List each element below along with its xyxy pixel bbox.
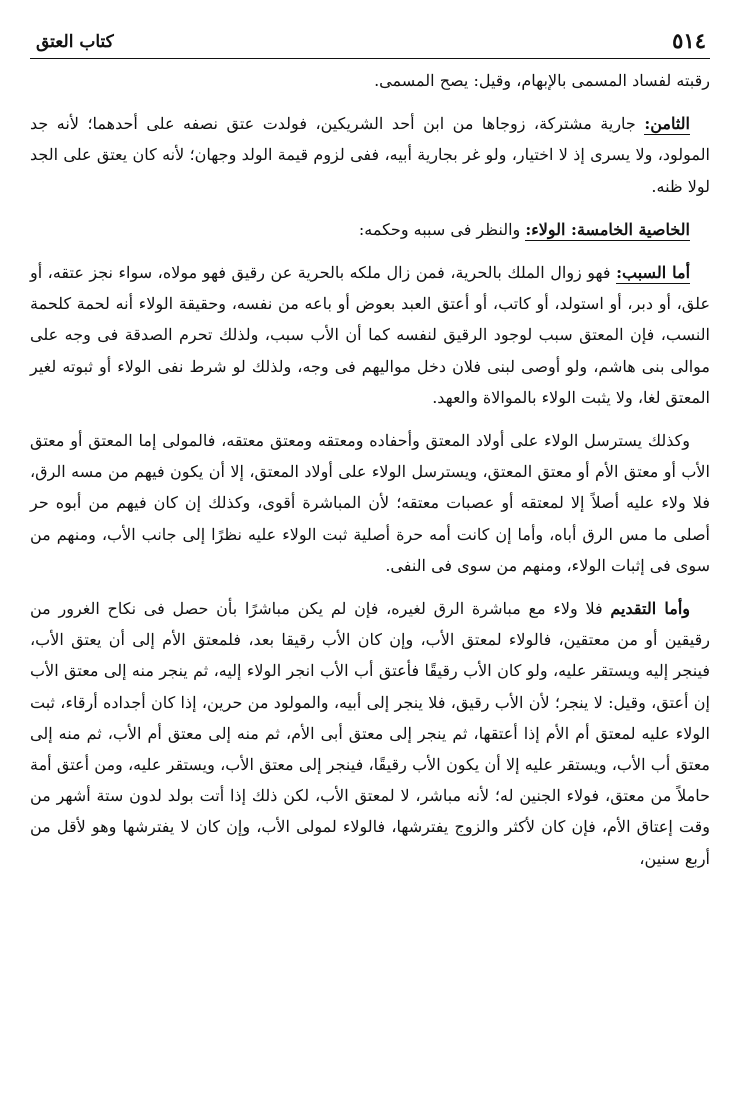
paragraph bbox=[30, 425, 710, 581]
paragraph-text: رقبته لفساد المسمى بالإبهام، وقيل: يصح المسمى. bbox=[374, 71, 710, 90]
paragraph bbox=[30, 214, 710, 245]
paragraph-text: والنظر فى سببه وحكمه: bbox=[358, 219, 526, 239]
paragraph-lead: الخاصية الخامسة: الولاء: bbox=[525, 219, 690, 239]
paragraph bbox=[30, 257, 710, 413]
paragraph-lead: الثامن: bbox=[644, 114, 690, 134]
paragraph-text: جارية مشتركة، زوجاها من ابن أحد الشريكين، فولدت عتق نصفه على أحدهما؛ لأنه جد المولود، ولا يسرى إذ لا اختيار، ولو غر بجارية أبيه، ففى لزوم قيمة الولد وجهان؛ لأنه كان يعتق على الجد لولا ظنه. bbox=[30, 114, 710, 196]
paragraph-text: فهو زوال الملك بالحرية، فمن زال ملكه بالحرية عن رقيق فهو مولاه، سواء نجز عتقه، أو علق، أو دبر، أو استولد، أو كاتب، أو أعتق العبد بعوض أو باعه من نفسه، وحقيقة الولاء أنه لحمة كلحمة النسب، فإن المعتق سبب لوجود الرقيق لنفسه كما أن الأب سبب، ولذلك تحرم الصدقة فى وجه على موالى بنى هاشم، ولو أوصى لبنى فلان دخل مواليهم فى وجه، ولذلك لو شرط نفى الولاء أو ثبوته لغير المعتق لغا، ولا يثبت الولاء بالموالاة والعهد. bbox=[30, 263, 710, 407]
paragraph bbox=[30, 593, 710, 874]
paragraph bbox=[30, 108, 710, 202]
body-text bbox=[30, 65, 710, 874]
paragraph bbox=[30, 65, 710, 96]
paragraph-lead: وأما التقديم bbox=[610, 599, 690, 619]
paragraph-text: وكذلك يسترسل الولاء على أولاد المعتق وأحفاده ومعتقه ومعتق معتقه، فالمولى إما المعتق أو معتق الأب أو معتق الأم أو معتق المعتق، ويسترسل الولاء على أولاد المعتق، إلا أن يكون فيهم من مسه الرق، فلا ولاء عليه أصلاً إلا لمعتقه أو عصبات معتقه؛ لأن المباشرة أقوى، وكذلك إن كان فيهم من أبوه حر أصلى ما مس الرق أباه، وأما إن كانت أمه حرة أصلية ثبت الولاء عليه نظرًا إلى جانب الأب، ومنهم من سوى فى إثبات الولاء، ومنهم من سوى فى النفى. bbox=[30, 431, 711, 575]
paragraph-lead: أما السبب: bbox=[616, 263, 691, 283]
book-title: كتاب العتق bbox=[36, 32, 114, 52]
book-page bbox=[30, 28, 710, 874]
paragraph-text: فلا ولاء مع مباشرة الرق لغيره، فإن لم يكن مباشرًا بأن حصل فى نكاح الغرور من رقيقين أو من معتقين، فالولاء لمعتق الأب، وإن كان الأب رقيقا بعد، فلمعتق الأم إلى أن يعتق الأب، فينجر إليه ويستقر عليه، ولو كان الأب رقيقًا فأعتق أب الأب انجر الولاء إليه، ثم ينجر منه إلى معتق الأب إن أعتق، وقيل: لا ينجر؛ لأن الأب رقيق، فلا ينجر إلى أبيه، والمولود من حرين، إذا كان أجداده أرقاء، ثبت الولاء عليه لمعتق أم الأم إذا أعتقها، ثم ينجر إلى معتق أبى الأم، ثم منه إلى معتق أم الأب، ثم منه إلى معتق أب الأب، ويستقر عليه إلا أن يكون الأب رقيقًا، فينجر إلى معتق الأب، ويستقر عليه، ومن أعتق أمة حاملاً من معتق، فولاء الجنين له؛ لأنه مباشر، لا لمعتق الأب، لكن ذلك إذا أتت بولد لدون ستة أشهر من وقت إعتاق الأم، فإن كان لأكثر والزوج يفترشها، فالولاء لمولى الأب، وإن كان لا يفترشها وهو لأقل من أربع سنين، bbox=[30, 599, 710, 868]
page-number: ٥١٤ bbox=[672, 28, 706, 53]
running-header bbox=[30, 28, 710, 59]
